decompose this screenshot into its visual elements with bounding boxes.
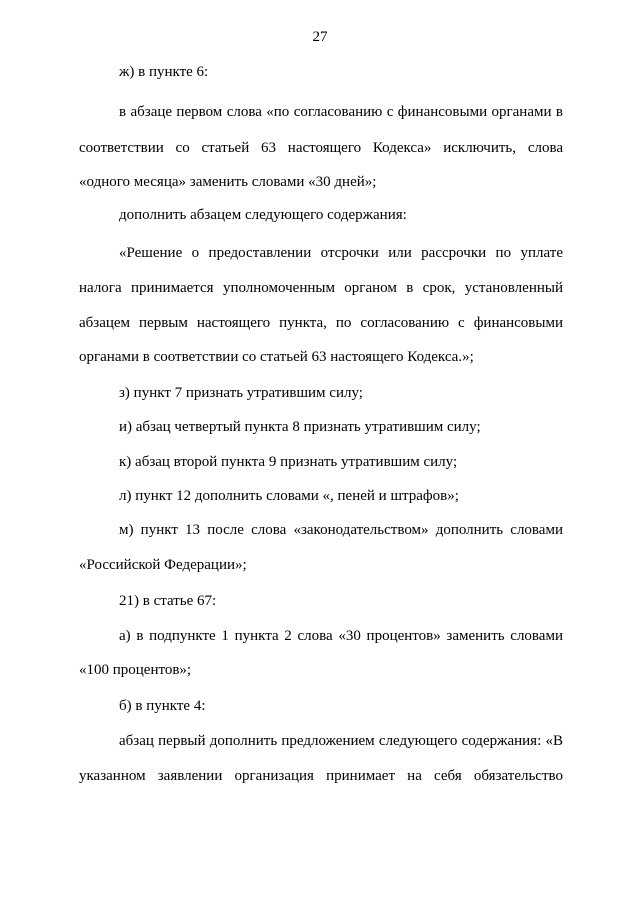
text-line: указанном заявлении организация принимает на себя обязательство (79, 768, 563, 784)
text-line: в абзаце первом слова «по согласованию с финансовыми органами в (119, 104, 563, 120)
text-line: л) пункт 12 дополнить словами «, пеней и штрафов»; (119, 488, 459, 504)
text-line: и) абзац четвертый пункта 8 признать утратившим силу; (119, 419, 481, 435)
text-line: органами в соответствии со статьей 63 настоящего Кодекса.»; (79, 349, 474, 365)
text-line: б) в пункте 4: (119, 698, 206, 714)
text-line: з) пункт 7 признать утратившим силу; (119, 385, 363, 401)
text-line: налога принимается уполномоченным органом в срок, установленный (79, 280, 563, 296)
text-line: а) в подпункте 1 пункта 2 слова «30 процентов» заменить словами (119, 628, 563, 644)
text-line: «одного месяца» заменить словами «30 дней»; (79, 174, 377, 190)
text-line: дополнить абзацем следующего содержания: (119, 207, 407, 223)
text-line: соответствии со статьей 63 настоящего Кодекса» исключить, слова (79, 140, 563, 156)
text-line: «Российской Федерации»; (79, 557, 247, 573)
text-line: абзацем первым настоящего пункта, по согласованию с финансовыми (79, 315, 563, 331)
text-line: м) пункт 13 после слова «законодательством» дополнить словами (119, 522, 563, 538)
text-line: к) абзац второй пункта 9 признать утратившим силу; (119, 454, 458, 470)
text-line: «Решение о предоставлении отсрочки или рассрочки по уплате (119, 245, 563, 261)
text-line: абзац первый дополнить предложением следующего содержания: «В (119, 733, 563, 749)
text-line: ж) в пункте 6: (119, 64, 209, 80)
text-line: «100 процентов»; (79, 662, 192, 678)
page-number: 27 (312, 29, 328, 45)
text-line: 21) в статье 67: (119, 593, 217, 609)
